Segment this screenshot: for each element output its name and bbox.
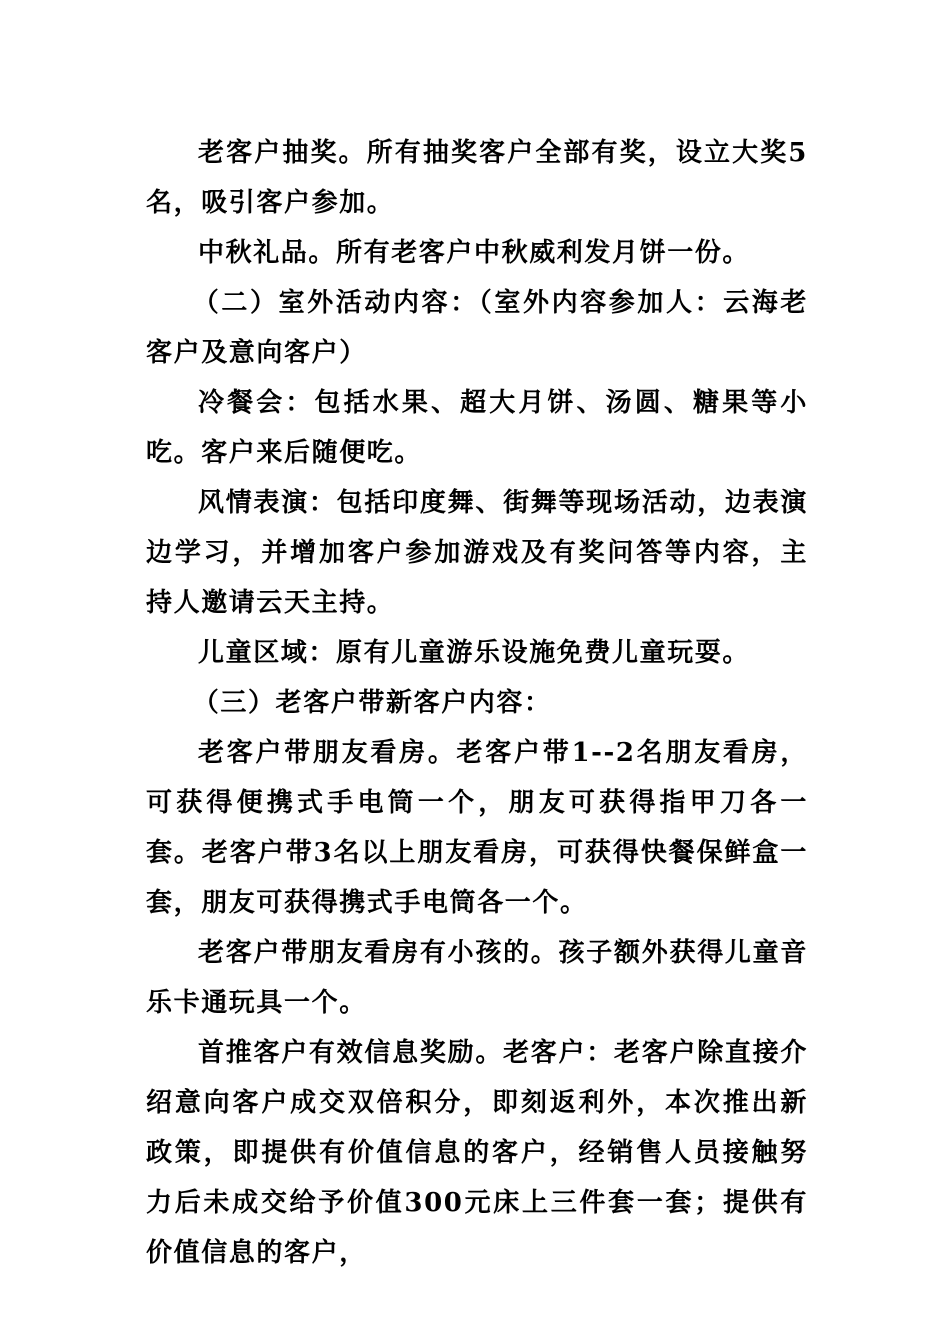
paragraph-children-area: 儿童区域：原有儿童游乐设施免费儿童玩耍。 (198, 638, 751, 668)
paragraph-friends-with-kids: 老客户带朋友看房有小孩的。孩子额外获得儿童音乐卡通玩具一个。 (146, 938, 808, 1018)
paragraph-performance: 风情表演：包括印度舞、街舞等现场活动，边表演边学习，并增加客户参加游戏及有奖问答等内容，主持人邀请云天主持。 (146, 488, 808, 618)
section-heading-referral: （三）老客户带新客户内容： (192, 688, 552, 718)
paragraph-cold-buffet: 冷餐会：包括水果、超大月饼、汤圆、糖果等小吃。客户来后随便吃。 (146, 388, 808, 468)
paragraph-mid-autumn-gift: 中秋礼品。所有老客户中秋威利发月饼一份。 (198, 238, 751, 268)
section-heading-outdoor-activities: （二）室外活动内容：（室外内容参加人：云海老客户及意向客户） (146, 288, 808, 368)
document-body (146, 128, 808, 1278)
paragraph-bring-friends: 老客户带朋友看房。老客户带1--2名朋友看房，可获得便携式手电筒一个，朋友可获得指甲刀各一套。老客户带3名以上朋友看房，可获得快餐保鲜盒一套，朋友可获得携式手电筒各一个。 (146, 738, 808, 918)
paragraph-first-referral-reward: 首推客户有效信息奖励。老客户：老客户除直接介绍意向客户成交双倍积分，即刻返利外，本次推出新政策，即提供有价值信息的客户，经销售人员接触努力后未成交给予价值300元床上三件套一套；提供有价值信息的客户， (146, 1038, 808, 1268)
paragraph-old-customer-lottery: 老客户抽奖。所有抽奖客户全部有奖，设立大奖5名，吸引客户参加。 (146, 138, 808, 218)
